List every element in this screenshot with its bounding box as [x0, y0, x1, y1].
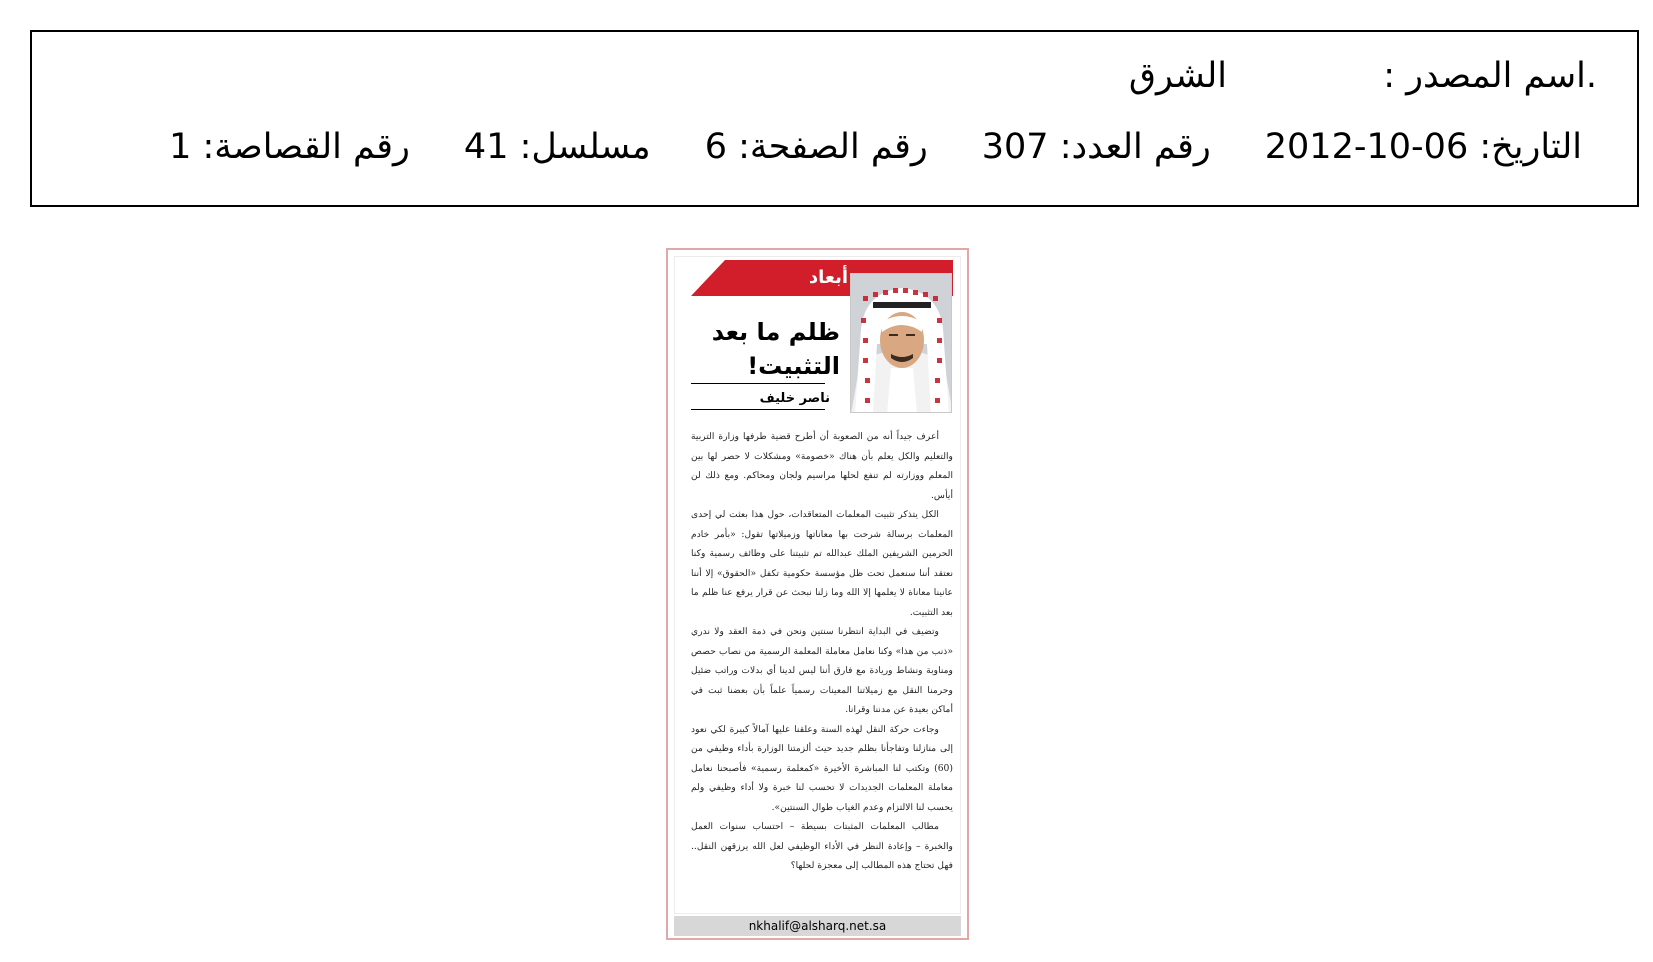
- author-email: nkhalif@alsharq.net.sa: [674, 916, 961, 936]
- banner-corner: [691, 260, 725, 296]
- date-field: التاريخ: 06-10-2012: [1264, 127, 1582, 167]
- metadata-row: [169, 127, 1582, 167]
- byline-divider-bottom: [691, 409, 825, 410]
- author-photo: [850, 273, 952, 413]
- source-label: .اسم المصدر :: [1383, 56, 1597, 96]
- serial-field: مسلسل: 41: [463, 127, 651, 167]
- article-paragraph: وجاءت حركة النقل لهذه السنة وعلقنا عليها آمالاً كبيرة لكي نعود إلى منازلنا وتفاجأنا بظلم جديد حيث ألزمتنا الوزارة بأداء وظيفي من (60) وتكتب لنا المباشرة الأخيرة «كمعلمة رسمية» فأصبحنا نعامل معاملة المعلمات الجديدات لا تحسب لنا خبرة ولا أداء وظيفي ولم يحسب لنا الالتزام وعدم الغياب طوال السنتين».: [691, 723, 953, 813]
- article-paragraph: مطالب المعلمات المثبتات بسيطة – احتساب سنوات العمل والخبرة – وإعادة النظر في الأداء الوظيفي لعل الله يرزقهن النقل.. فهل تحتاج هذه المطالب إلى معجزة لحلها؟: [691, 821, 953, 871]
- newspaper-clipping: [666, 248, 969, 940]
- article-paragraph: أعرف جيداً أنه من الصعوبة أن أطرح قضية طرفها وزارة التربية والتعليم والكل يعلم بأن هناك «خصومة» ومشكلات لا حصر لها بين المعلم ووزارته لم تنفع لحلها مراسيم ولجان ومحاكم. ومع ذلك لن أيأس.: [691, 431, 953, 501]
- clipping-content: [674, 256, 961, 914]
- byline-divider-top: [691, 383, 825, 384]
- issue-number-field: رقم العدد: 307: [981, 127, 1211, 167]
- article-headline: ظلم ما بعد التثبيت!: [711, 318, 840, 380]
- column-name: أبعاد: [808, 267, 848, 288]
- page-number-field: رقم الصفحة: 6: [704, 127, 928, 167]
- author-byline: ناصر خليف: [759, 391, 830, 406]
- article-body: [691, 427, 953, 876]
- source-value: الشرق: [1128, 56, 1227, 96]
- article-paragraph: الكل يتذكر تثبيت المعلمات المتعاقدات، حول هذا بعثت لي إحدى المعلمات برسالة شرحت بها معاناتها وزميلاتها تقول: «بأمر خادم الحرمين الشريفين الملك عبدالله تم تثبيتنا على وظائف رسمية وكنا نعتقد أننا سنعمل تحت ظل مؤسسة حكومية تكفل «الحقوق» إلا أننا عانينا معاناة لا يعلمها إلا الله وما زلنا نبحث عن قرار يرفع عنا ظلم ما بعد التثبيت.: [691, 509, 953, 618]
- document-header: [30, 30, 1639, 207]
- clipping-number-field: رقم القصاصة: 1: [169, 127, 410, 167]
- article-paragraph: وتضيف في البداية انتظرنا سنتين ونحن في ذمة العقد ولا ندري «ذنب من هذا» وكنا نعامل معاملة المعلمة الرسمية من نصاب حصص ومناوبة ونشاط وريادة مع فارق أننا ليس لدينا أي بدلات وراتب ضئيل وحرمنا النقل مع زميلاتنا المعينات رسمياً علماً بأن بعضنا ثبت في أماكن بعيدة عن مدننا وقرانا.: [691, 626, 953, 715]
